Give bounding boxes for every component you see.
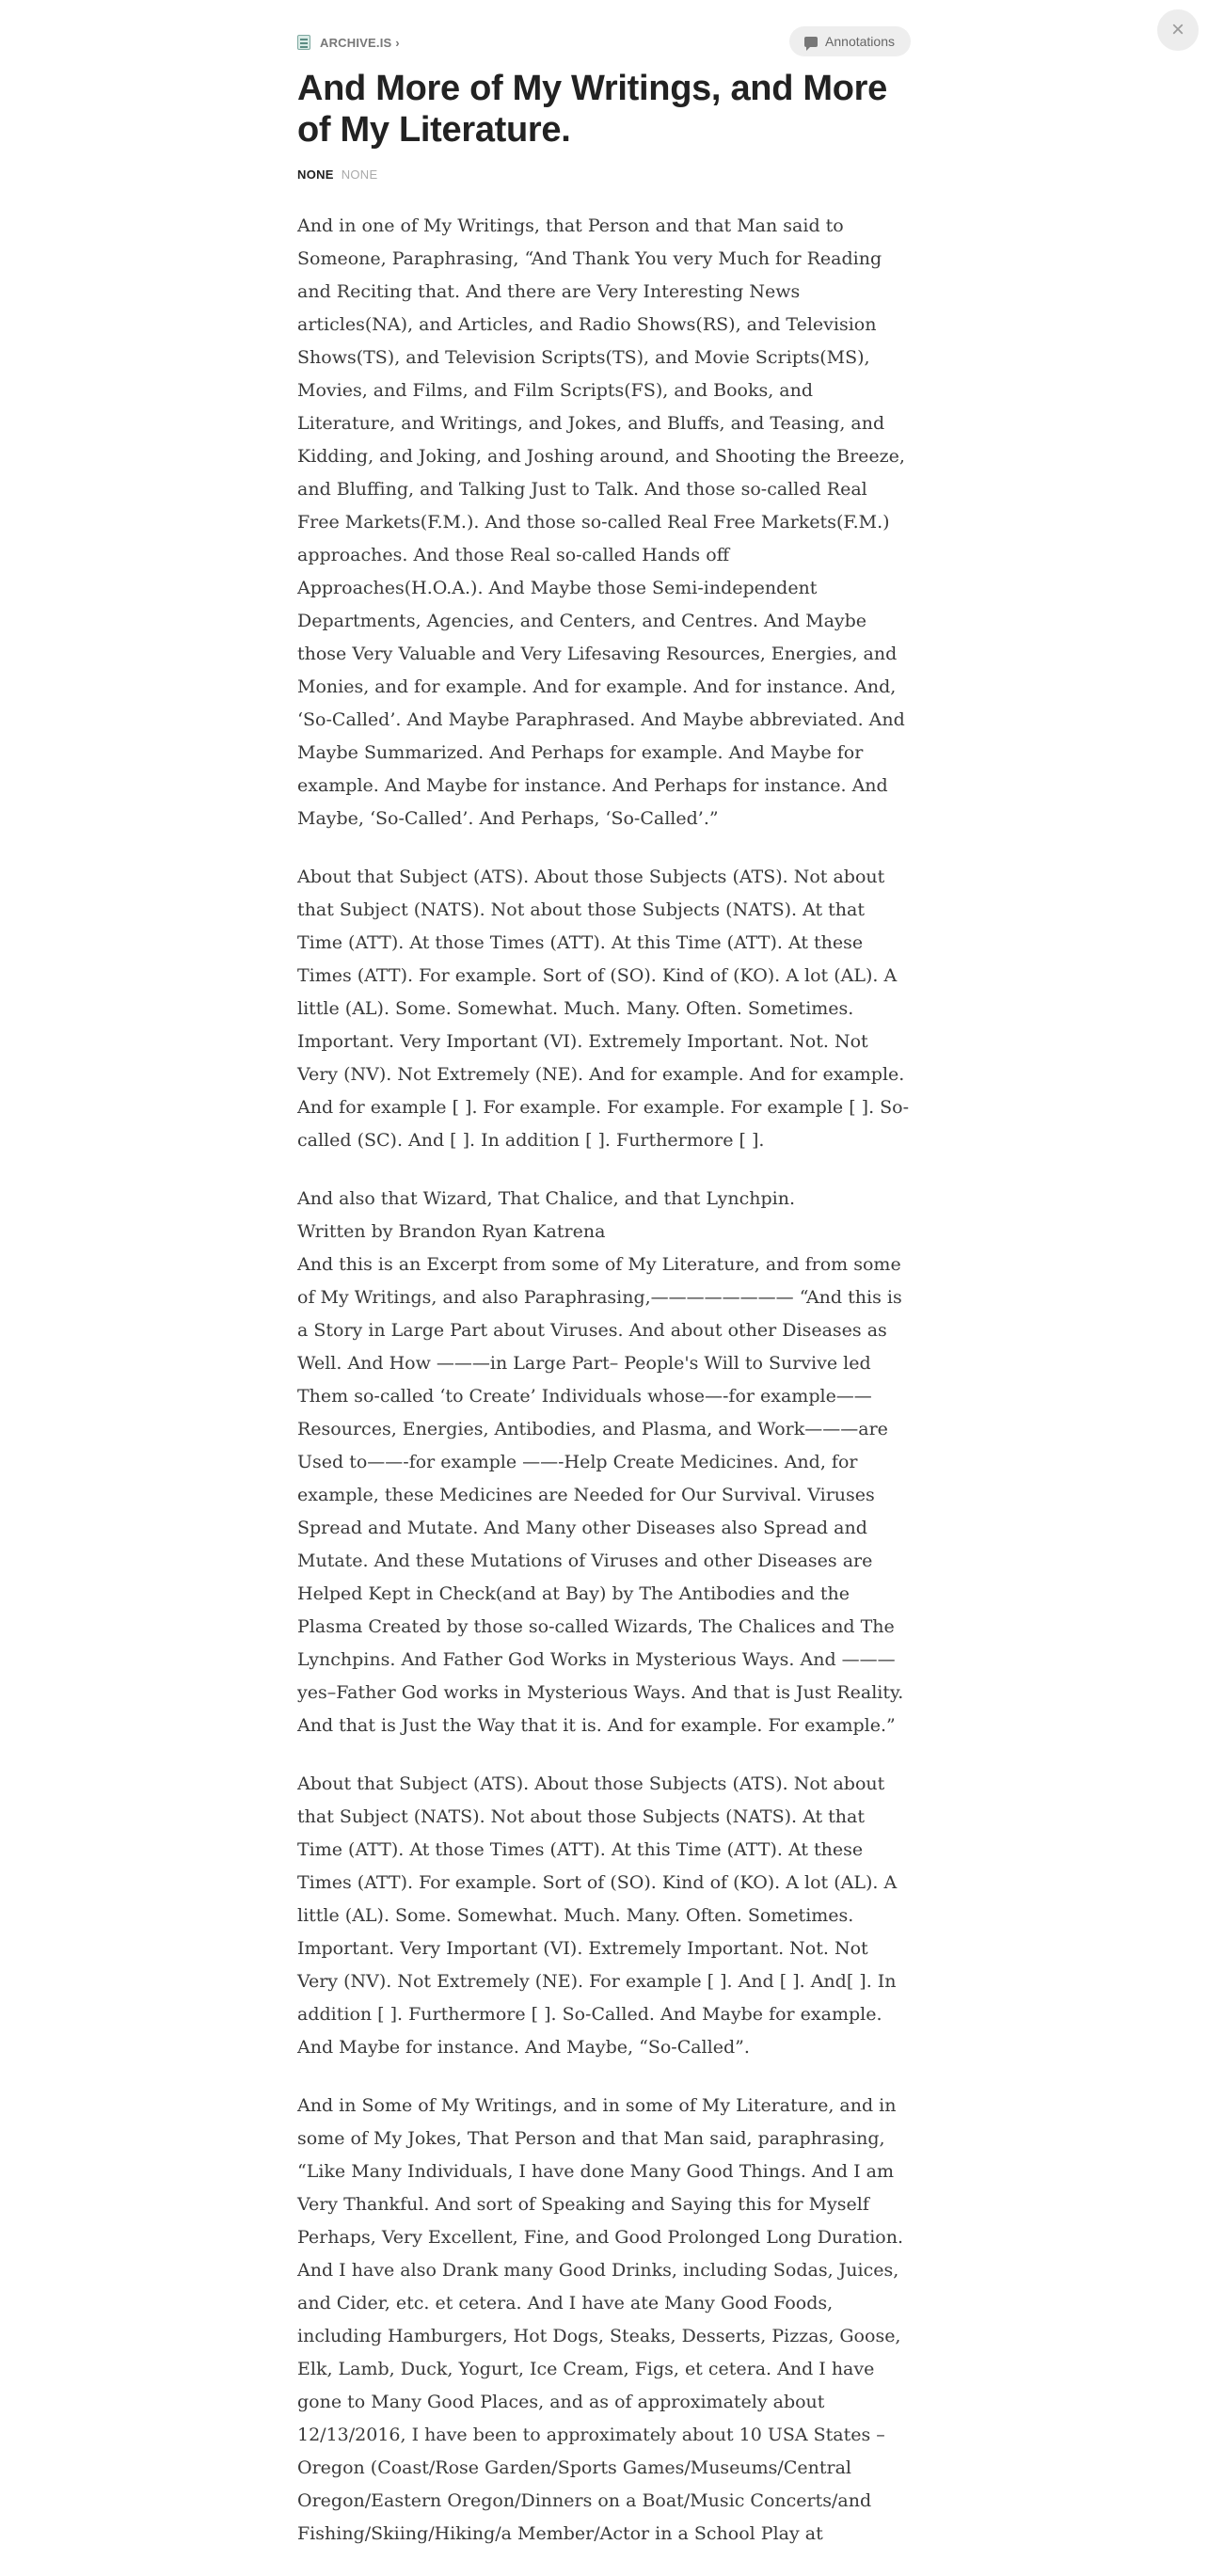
article-paragraph: About that Subject (ATS). About those Subjects (ATS). Not about that Subject (NATS). Not about those Subjects (NATS). At that Time (ATT). At those Times (ATT). At this Time (ATT). At these Times (ATT). For example. Sort of (SO). Kind of (KO). A lot (AL). A little (AL). Some. Somewhat. Much. Many. Often. Sometimes. Important. Very Important (VI). Extremely Important. Not. Not Very (NV). Not Extremely (NE). For example [ ]. And [ ]. And[ ]. In addition [ ]. Furthermore [ ]. So-Called. And Maybe for example. And Maybe for instance. And Maybe, “So-Called”. (297, 1773, 898, 2058)
reader-header (297, 26, 911, 68)
site-name: NONE (341, 167, 378, 182)
source-link[interactable] (297, 35, 400, 50)
article-paragraph: About that Subject (ATS). About those Subjects (ATS). Not about that Subject (NATS). Not about those Subjects (NATS). At that Time (ATT). At those Times (ATT). At this Time (ATT). At these Times (ATT). For example. Sort of (SO). Kind of (KO). A lot (AL). A little (AL). Some. Somewhat. Much. Many. Often. Sometimes. Important. Very Important (VI). Extremely Important. Not. Not Very (NV). Not Extremely (NE). And for example. And for example. And for example [ ]. For example. For example. For example [ ]. So-called (SC). And [ ]. In addition [ ]. Furthermore [ ]. (297, 867, 910, 1151)
byline (297, 167, 911, 182)
article-body (297, 210, 911, 2551)
annotations-label: Annotations (825, 34, 895, 49)
close-icon: × (1170, 17, 1184, 42)
article-paragraph: And in Some of My Writings, and in some of My Literature, and in some of My Jokes, That Person and that Man said, paraphrasing, “Like Many Individuals, I have done Many Good Things. And I am Very Thankful. And sort of Speaking and Saying this for Myself Perhaps, Very Excellent, Fine, and Good Prolonged Long Duration. And I have also Drank many Good Drinks, including Sodas, Juices, and Cider, etc. et cetera. And I have ate Many Good Foods, including Hamburgers, Hot Dogs, Steaks, Desserts, Pizzas, Goose, Elk, Lamb, Duck, Yogurt, Ice Cream, Figs, et cetera. And I have gone to Many Good Places, and as of approximately about 12/13/2016, I have been to approximately about 10 USA States – Oregon (Coast/Rose Garden/Sports Games/Museums/Central Oregon/Eastern Oregon/Dinners on a Boat/Music Concerts/and Fishing/Skiing/Hiking/a Member/Actor in a School Play at (297, 2095, 904, 2544)
source-label: ARCHIVE.IS › (320, 35, 400, 50)
article-paragraph: And also that Wizard, That Chalice, and that Lynchpin. Written by Brandon Ryan Katrena And this is an Excerpt from some of My Literature, and from some of My Writings, and also Paraphrasing,———————— “And this is a Story in Large Part about Viruses. And about other Diseases as Well. And How ———in Large Part– People's Will to Survive led Them so-called ‘to Create’ Individuals whose—-for example——Resources, Energies, Antibodies, and Plasma, and Work———are Used to——-for example ——-Help Create Medicines. And, for example, these Medicines are Needed for Our Survival. Viruses Spread and Mutate. And Many other Diseases also Spread and Mutate. And these Mutations of Viruses and other Diseases are Helped Kept in Check(and at Bay) by The Antibodies and the Plasma Created by those so-called Wizards, The Chalices and The Lynchpins. And Father God Works in Mysterious Ways. And ———yes–Father God works in Mysterious Ways. And that is Just Reality. And that is Just the Way that it is. And for example. For example.” (297, 1188, 904, 1736)
site-favicon-icon (297, 35, 310, 50)
author-name: NONE (297, 167, 334, 182)
reader-column (297, 0, 911, 2576)
comment-icon (804, 37, 818, 47)
article-title: And More of My Writings, and More of My Literature. (297, 69, 887, 150)
annotations-button[interactable] (789, 26, 911, 56)
article-paragraph: And in one of My Writings, that Person and that Man said to Someone, Paraphrasing, “And Thank You very Much for Reading and Reciting that. And there are Very Interesting News articles(NA), and Articles, and Radio Shows(RS), and Television Shows(TS), and Television Scripts(TS), and Movie Scripts(MS), Movies, and Films, and Film Scripts(FS), and Books, and Literature, and Writings, and Jokes, and Bluffs, and Teasing, and Kidding, and Joking, and Joshing around, and Shooting the Breeze, and Bluffing, and Talking Just to Talk. And those so-called Real Free Markets(F.M.). And those so-called Real Free Markets(F.M.) approaches. And those Real so-called Hands off Approaches(H.O.A.). And Maybe those Semi-independent Departments, Agencies, and Centers, and Centres. And Maybe those Very Valuable and Very Lifesaving Resources, Energies, and Monies, and for example. And for example. And for instance. And, ‘So-Called’. And Maybe Paraphrased. And Maybe abbreviated. And Maybe Summarized. And Perhaps for example. And Maybe for example. And Maybe for instance. And Perhaps for instance. And Maybe, ‘So-Called’. And Perhaps, ‘So-Called’.” (297, 215, 905, 829)
close-button[interactable] (1157, 9, 1199, 51)
